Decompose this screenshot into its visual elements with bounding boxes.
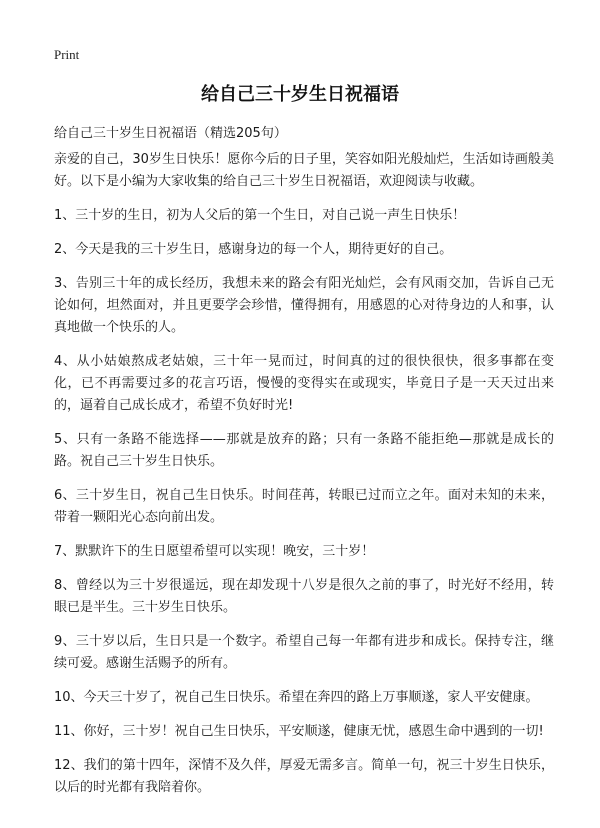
wish-item-6: 6、三十岁生日，祝自己生日快乐。时间荏苒，转眼已过而立之年。面对未知的未来，带着一颗阳光心态向前出发。 xyxy=(54,488,554,525)
article-body xyxy=(54,149,554,811)
wish-item-5: 5、只有一条路不能选择——那就是放弃的路；只有一条路不能拒绝—那就是成长的路。祝自己三十岁生日快乐。 xyxy=(54,432,554,469)
print-link[interactable]: Print xyxy=(54,47,80,62)
wish-item-1: 1、三十岁的生日，初为人父后的第一个生日，对自己说一声生日快乐！ xyxy=(54,208,466,223)
page-title: 给自己三十岁生日祝福语 xyxy=(201,84,399,105)
wish-item-12: 12、我们的第十四年，深情不及久伴，厚爱无需多言。简单一句，祝三十岁生日快乐，以后的时光都有我陪着你。 xyxy=(54,758,554,795)
wish-item-4: 4、从小姑娘熬成老姑娘，三十年一晃而过，时间真的过的很快很快，很多事都在变化，已不再需要过多的花言巧语，慢慢的变得实在或现实，毕竟日子是一天天过出来的，逼着自己成长成才，希望不负好时光! xyxy=(54,354,554,413)
document-subtitle: 给自己三十岁生日祝福语（精选205句） xyxy=(54,126,287,141)
intro-paragraph: 亲爱的自己，30岁生日快乐！愿你今后的日子里，笑容如阳光般灿烂，生活如诗画般美好。以下是小编为大家收集的给自己三十岁生日祝福语，欢迎阅读与收藏。 xyxy=(54,152,554,189)
wish-item-8: 8、曾经以为三十岁很遥远，现在却发现十八岁是很久之前的事了，时光好不经用，转眼已是半生。三十岁生日快乐。 xyxy=(54,578,554,615)
wish-item-9: 9、三十岁以后，生日只是一个数字。希望自己每一年都有进步和成长。保持专注，继续可爱。感谢生活赐予的所有。 xyxy=(54,634,554,671)
wish-item-11: 11、你好，三十岁！祝自己生日快乐，平安顺遂，健康无忧，感恩生命中遇到的一切! xyxy=(54,724,544,739)
wish-item-10: 10、今天三十岁了，祝自己生日快乐。希望在奔四的路上万事顺遂，家人平安健康。 xyxy=(54,690,539,705)
wish-item-7: 7、默默许下的生日愿望希望可以实现！晚安，三十岁！ xyxy=(54,544,375,559)
wish-item-2: 2、今天是我的三十岁生日，感谢身边的每一个人，期待更好的自己。 xyxy=(54,242,453,257)
wish-item-3: 3、告别三十年的成长经历，我想未来的路会有阳光灿烂，会有风雨交加，告诉自己无论如何，坦然面对，并且更要学会珍惜，懂得拥有，用感恩的心对待身边的人和事，认真地做一个快乐的人。 xyxy=(54,276,554,335)
